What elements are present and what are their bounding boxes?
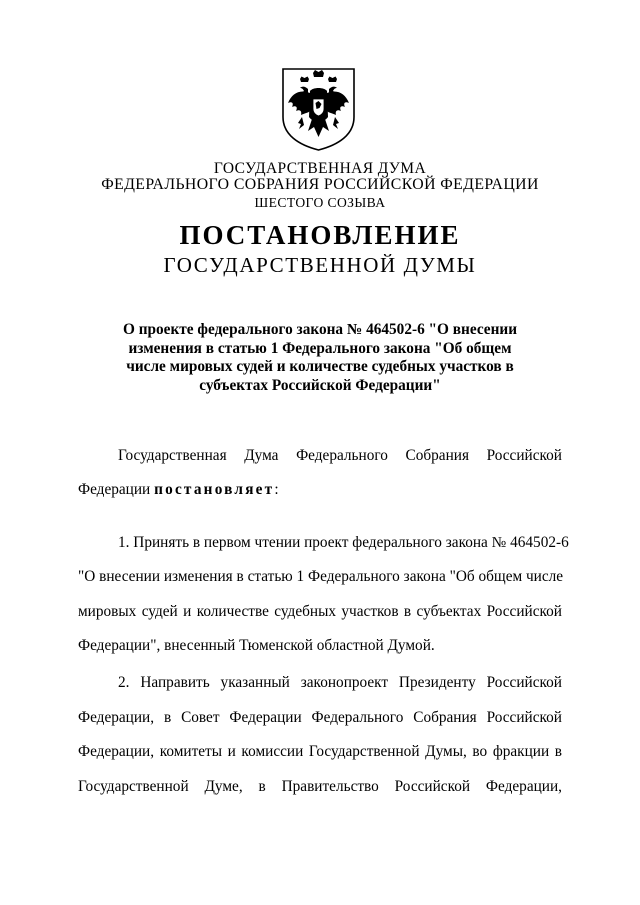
document-title: ПОСТАНОВЛЕНИЕ [179,220,461,250]
item1-line: Федерации", внесенный Тюменской областной Думой. [78,637,435,654]
header-federal-assembly: ФЕДЕРАЛЬНОГО СОБРАНИЯ РОССИЙСКОЙ ФЕДЕРАЦИИ [101,176,539,193]
header-convocation: ШЕСТОГО СОЗЫВА [254,195,386,210]
preamble-verb: постановляет [154,481,275,498]
item1-line: мировых судей и количестве судебных участков в субъектах Российской [78,603,562,620]
coat-of-arms-icon [280,67,357,151]
subject-line: субъектах Российской Федерации" [199,376,441,394]
document-subtitle: ГОСУДАРСТВЕННОЙ ДУМЫ [163,253,477,277]
preamble-line [78,480,562,500]
resolution-subject [0,321,640,395]
subject-line: изменения в статью 1 Федерального закона "Об общем [128,339,512,357]
item2-line: Государственной Думе, в Правительство Российской Федерации, [78,778,562,795]
item1-line: 1. Принять в первом чтении проект федерального закона № 464502-6 [118,534,569,551]
preamble-colon: : [274,481,279,498]
preamble-line: Государственная Дума Федерального Собрания Российской [118,447,562,464]
item2-line: 2. Направить указанный законопроект Президенту Российской [118,674,562,691]
subject-line: О проекте федерального закона № 464502-6 "О внесении [122,321,518,338]
header-duma: ГОСУДАРСТВЕННАЯ ДУМА [213,160,427,177]
item1-line: "О внесении изменения в статью 1 Федерального закона "Об общем числе [78,568,564,585]
subject-line: числе мировых судей и количестве судебных участков в [126,358,514,375]
item2-line: Федерации, в Совет Федерации Федерального Собрания Российской [78,709,562,726]
preamble-prefix: Федерации [78,481,155,498]
item2-line: Федерации, комитеты и комиссии Государственной Думы, во фракции в [78,743,562,760]
